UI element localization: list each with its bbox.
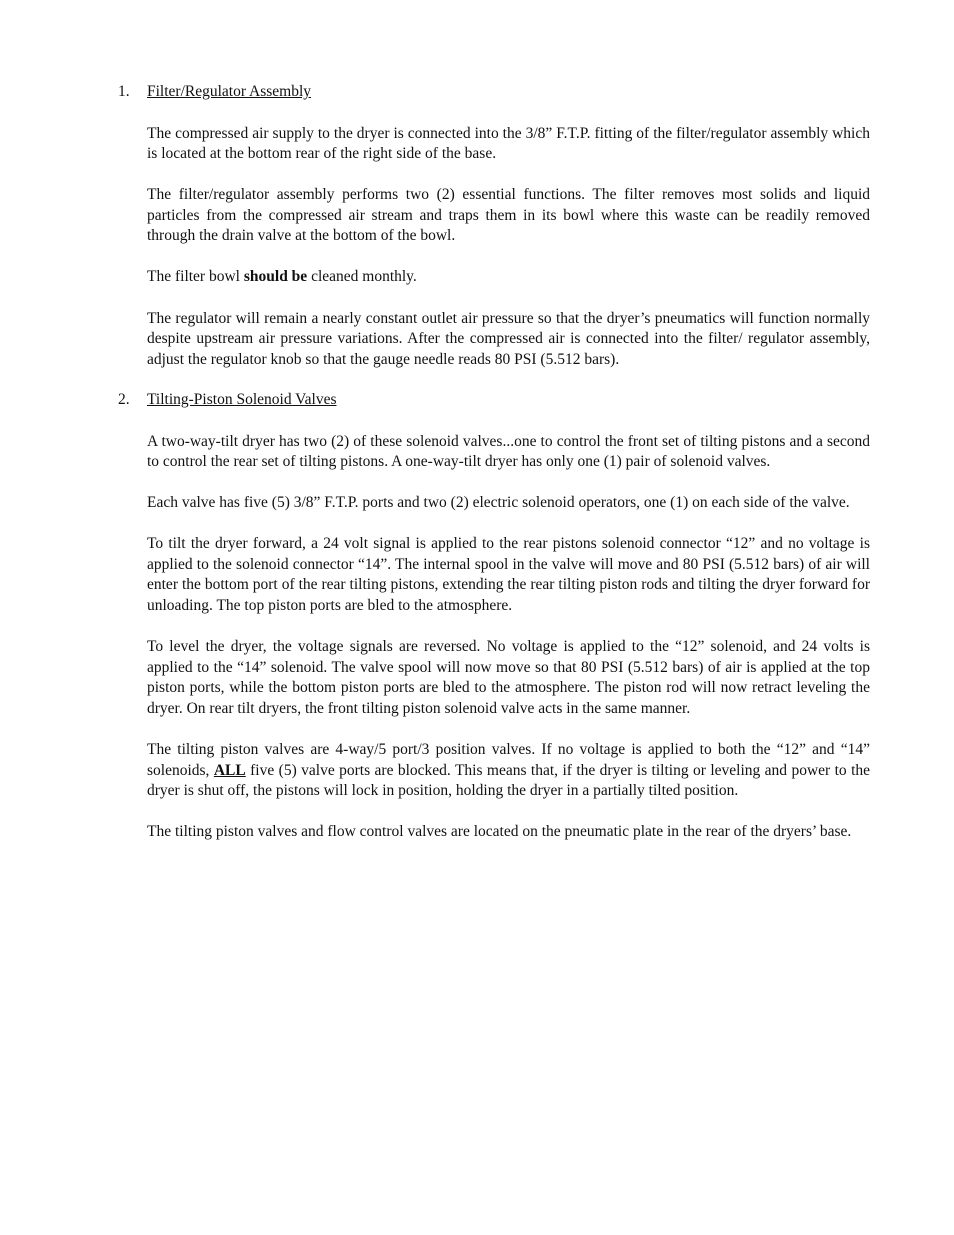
paragraph-valve-count: A two-way-tilt dryer has two (2) of these solenoid valves...one to control the front set of tilting pistons and a second to control the rear set of tilting pistons. A one-way-tilt dryer has only one (1) pair of solenoid valves. [147,432,870,471]
paragraph-tilt-forward: To tilt the dryer forward, a 24 volt signal is applied to the rear pistons solenoid connector “12” and no voltage is applied to the solenoid connector “14”. The internal spool in the valve will move and 80 PSI (5.512 bars) of air will enter the bottom port of the rear tilting pistons, extending the rear tilting piston rods and tilting the dryer forward for unloading. The top piston ports are bled to the atmosphere. [147,535,870,615]
text-run: The filter bowl [147,268,244,286]
paragraph-level-dryer: To level the dryer, the voltage signals are reversed. No voltage is applied to the “12” solenoid, and 24 volts is applied to the “14” solenoid. The valve spool will now move so that 80 PSI (5.512 bars) of air is applied at the top piston ports, while the bottom piston ports are bled to the atmosphere. The piston rod will now retract leveling the dryer. On rear tilt dryers, the front tilting piston solenoid valve acts in the same manner. [147,638,870,717]
emphasis-text: ALL [213,761,246,779]
paragraph-valve-positions [147,740,870,802]
paragraph-filter-functions: The filter/regulator assembly performs two (2) essential functions. The filter removes most solids and liquid particles from the compressed air stream and traps them in its bowl where this waste can be readily removed through the drain valve at the bottom of the bowl. [147,186,870,245]
paragraph-valve-location: The tilting piston valves and flow control valves are located on the pneumatic plate in the rear of the dryers’ base. [147,823,852,841]
emphasis-text: should be [243,268,308,286]
section-title: Tilting-Piston Solenoid Valves [147,391,337,408]
paragraph-bowl-cleaning [147,267,870,288]
paragraph-air-supply: The compressed air supply to the dryer is connected into the 3/8” F.T.P. fitting of the filter/regulator assembly which is located at the bottom rear of the right side of the base. [147,124,870,163]
section-number: 1. [118,83,130,100]
section-title: Filter/Regulator Assembly [147,83,312,100]
section-number: 2. [118,391,130,408]
section-heading [118,390,870,411]
paragraph-regulator: The regulator will remain a nearly constant outlet air pressure so that the dryer’s pneumatics will function normally despite upstream air pressure variations. After the compressed air is connected into the filter/ regulator assembly, adjust the regulator knob so that the gauge needle reads 80 PSI (5.512 bars). [147,309,870,368]
paragraph-valve-ports: Each valve has five (5) 3/8” F.T.P. ports and two (2) electric solenoid operators, one (1) on each side of the valve. [147,494,850,512]
section-tilting-piston-valves [118,390,870,843]
text-run: cleaned monthly. [307,268,417,286]
text-run: five (5) valve ports are blocked. This means that, if the dryer is tilting or leveling and power to the dryer is shut off, the pistons will lock in position, holding the dryer in a partially tilted position. [147,761,871,800]
section-heading [118,82,870,103]
section-filter-regulator [118,82,870,370]
text-run: The tilting piston valves are 4-way/5 port/3 position valves. If no voltage is applied to both the “12” and “14” solenoids, [147,741,870,779]
